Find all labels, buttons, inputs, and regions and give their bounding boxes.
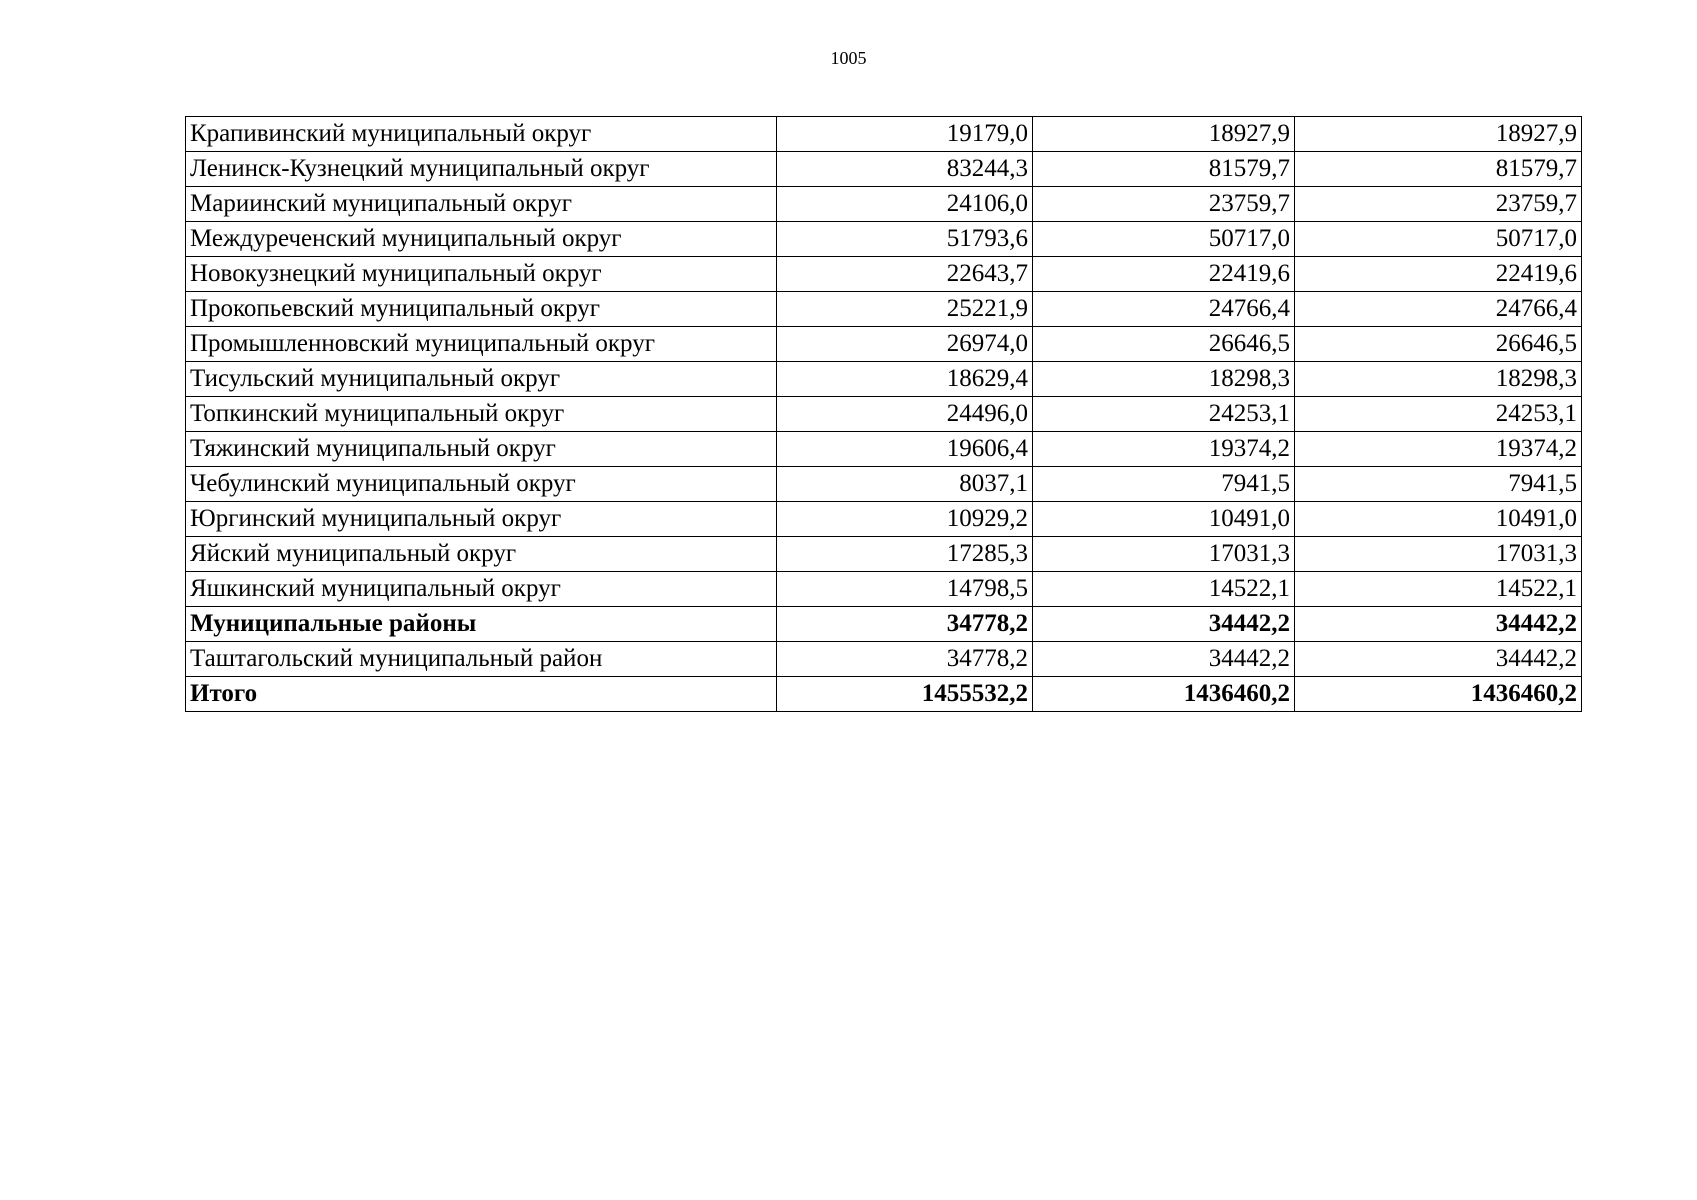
value-cell-1: 17285,3: [777, 537, 1033, 572]
table-row: [186, 257, 1582, 292]
municipality-name-cell: Тяжинский муниципальный округ: [186, 432, 777, 467]
value-cell-2: 24253,1: [1033, 397, 1295, 432]
value-cell-2: 22419,6: [1033, 257, 1295, 292]
value-cell-1: 24496,0: [777, 397, 1033, 432]
value-cell-2: 18927,9: [1033, 117, 1295, 152]
value-cell-1: 51793,6: [777, 222, 1033, 257]
value-cell-2: 34442,2: [1033, 607, 1295, 642]
value-cell-3: 81579,7: [1295, 152, 1582, 187]
table-row: [186, 467, 1582, 502]
municipality-name-cell: Тисульский муниципальный округ: [186, 362, 777, 397]
value-cell-2: 18298,3: [1033, 362, 1295, 397]
municipality-name-cell: Ленинск-Кузнецкий муниципальный округ: [186, 152, 777, 187]
table-body: [186, 117, 1582, 712]
value-cell-3: 22419,6: [1295, 257, 1582, 292]
table-row: [186, 572, 1582, 607]
municipality-name-cell: Новокузнецкий муниципальный округ: [186, 257, 777, 292]
value-cell-3: 23759,7: [1295, 187, 1582, 222]
value-cell-3: 19374,2: [1295, 432, 1582, 467]
value-cell-3: 18927,9: [1295, 117, 1582, 152]
municipality-name-cell: Чебулинский муниципальный округ: [186, 467, 777, 502]
municipality-name-cell: Яшкинский муниципальный округ: [186, 572, 777, 607]
municipality-name-cell: Таштагольский муниципальный район: [186, 642, 777, 677]
value-cell-3: 18298,3: [1295, 362, 1582, 397]
value-cell-2: 19374,2: [1033, 432, 1295, 467]
table-row: [186, 537, 1582, 572]
value-cell-1: 1455532,2: [777, 677, 1033, 712]
table-row: [186, 327, 1582, 362]
value-cell-1: 22643,7: [777, 257, 1033, 292]
value-cell-1: 34778,2: [777, 607, 1033, 642]
table-row-total: [186, 607, 1582, 642]
value-cell-1: 8037,1: [777, 467, 1033, 502]
value-cell-2: 34442,2: [1033, 642, 1295, 677]
table-row: [186, 187, 1582, 222]
municipality-name-cell: Крапивинский муниципальный округ: [186, 117, 777, 152]
table-row: [186, 642, 1582, 677]
value-cell-1: 25221,9: [777, 292, 1033, 327]
table-row: [186, 292, 1582, 327]
value-cell-2: 10491,0: [1033, 502, 1295, 537]
value-cell-1: 34778,2: [777, 642, 1033, 677]
value-cell-2: 23759,7: [1033, 187, 1295, 222]
table-row-total: [186, 677, 1582, 712]
municipality-name-cell: Муниципальные районы: [186, 607, 777, 642]
value-cell-3: 24253,1: [1295, 397, 1582, 432]
municipality-name-cell: Прокопьевский муниципальный округ: [186, 292, 777, 327]
municipality-name-cell: Юргинский муниципальный округ: [186, 502, 777, 537]
table-row: [186, 397, 1582, 432]
value-cell-2: 14522,1: [1033, 572, 1295, 607]
value-cell-3: 17031,3: [1295, 537, 1582, 572]
table-row: [186, 117, 1582, 152]
value-cell-1: 10929,2: [777, 502, 1033, 537]
value-cell-1: 24106,0: [777, 187, 1033, 222]
table-row: [186, 222, 1582, 257]
value-cell-2: 7941,5: [1033, 467, 1295, 502]
value-cell-2: 17031,3: [1033, 537, 1295, 572]
value-cell-3: 50717,0: [1295, 222, 1582, 257]
municipality-name-cell: Междуреченский муниципальный округ: [186, 222, 777, 257]
value-cell-3: 10491,0: [1295, 502, 1582, 537]
municipality-name-cell: Мариинский муниципальный округ: [186, 187, 777, 222]
value-cell-3: 26646,5: [1295, 327, 1582, 362]
value-cell-1: 83244,3: [777, 152, 1033, 187]
municipality-name-cell: Топкинский муниципальный округ: [186, 397, 777, 432]
page-number: 1005: [830, 48, 867, 68]
municipality-name-cell: Промышленновский муниципальный округ: [186, 327, 777, 362]
value-cell-2: 24766,4: [1033, 292, 1295, 327]
municipality-name-cell: Итого: [186, 677, 777, 712]
table-row: [186, 502, 1582, 537]
value-cell-2: 1436460,2: [1033, 677, 1295, 712]
value-cell-1: 18629,4: [777, 362, 1033, 397]
value-cell-3: 34442,2: [1295, 607, 1582, 642]
value-cell-2: 81579,7: [1033, 152, 1295, 187]
value-cell-1: 19179,0: [777, 117, 1033, 152]
table-row: [186, 362, 1582, 397]
value-cell-3: 1436460,2: [1295, 677, 1582, 712]
value-cell-2: 26646,5: [1033, 327, 1295, 362]
municipality-name-cell: Яйский муниципальный округ: [186, 537, 777, 572]
value-cell-3: 14522,1: [1295, 572, 1582, 607]
table-row: [186, 152, 1582, 187]
budget-table: [185, 116, 1582, 712]
table-row: [186, 432, 1582, 467]
value-cell-3: 7941,5: [1295, 467, 1582, 502]
value-cell-1: 19606,4: [777, 432, 1033, 467]
value-cell-3: 34442,2: [1295, 642, 1582, 677]
value-cell-1: 26974,0: [777, 327, 1033, 362]
value-cell-3: 24766,4: [1295, 292, 1582, 327]
value-cell-1: 14798,5: [777, 572, 1033, 607]
value-cell-2: 50717,0: [1033, 222, 1295, 257]
